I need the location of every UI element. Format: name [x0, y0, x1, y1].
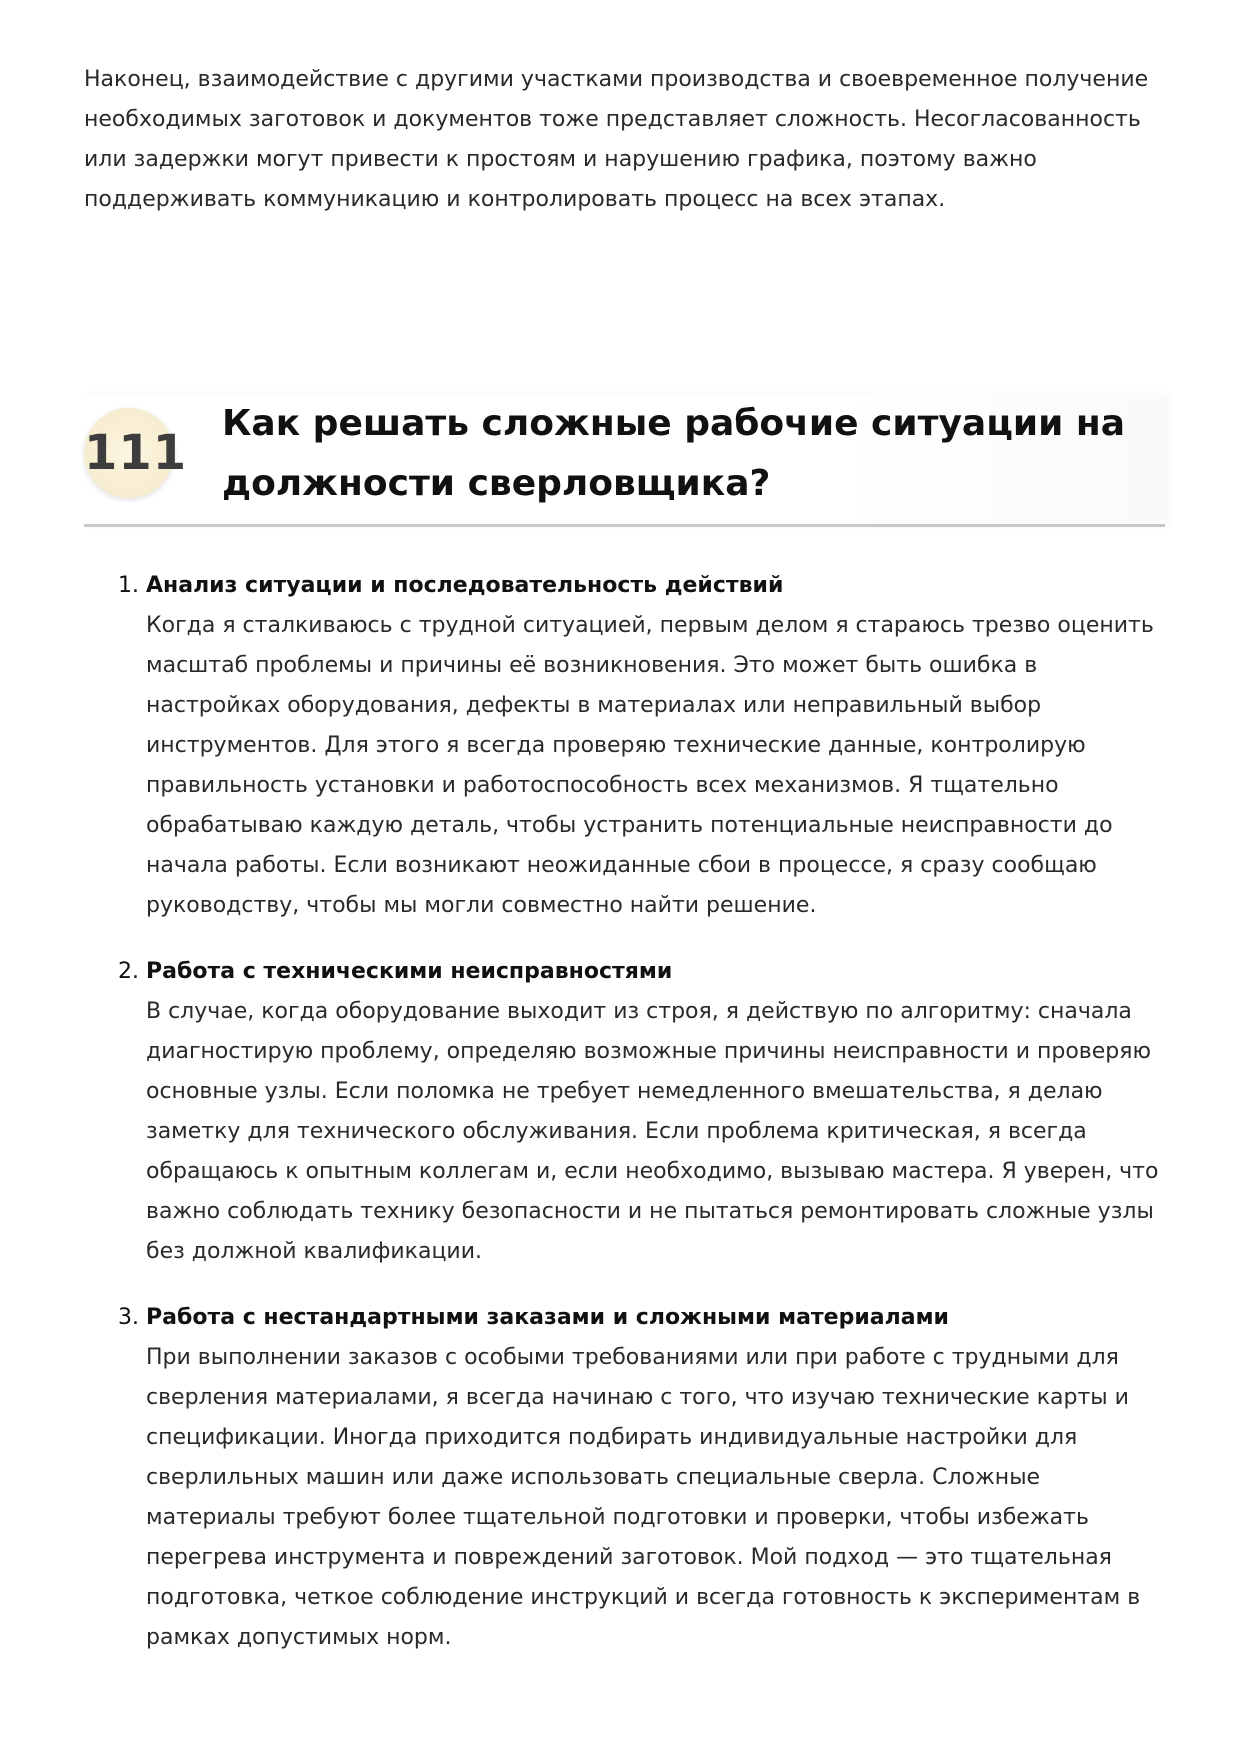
section-title: Как решать сложные рабочие ситуации на должности сверловщика?	[222, 403, 1126, 504]
section-number-badge	[84, 408, 188, 498]
section-number: 111	[84, 425, 188, 481]
list-item	[84, 1298, 1169, 1658]
list-item-number: 3.	[118, 1305, 139, 1330]
section-header	[84, 394, 1165, 527]
list-item-number: 1.	[118, 573, 139, 598]
list-item-body: Когда я сталкиваюсь с трудной ситуацией, первым делом я стараюсь трезво оценить масштаб проблемы и причины её возникновения. Это может быть ошибка в настройках оборудования, дефекты в материалах или неправильный выбор инструментов. Для этого я всегда проверяю технические данные, контролирую правильность установки и работоспособность всех механизмов. Я тщательно обрабатываю каждую деталь, чтобы устранить потенциальные неисправности до начала работы. Если возникают неожиданные сбои в процессе, я сразу сообщаю руководству, чтобы мы могли совместно найти решение.	[146, 613, 1154, 918]
list-item-body: При выполнении заказов с особыми требованиями или при работе с трудными для сверления материалами, я всегда начинаю с того, что изучаю технические карты и спецификации. Иногда приходится подбирать индивидуальные настройки для сверлильных машин или даже использовать специальные сверла. Сложные материалы требуют более тщательной подготовки и проверки, чтобы избежать перегрева инструмента и повреждений заготовок. Мой подход — это тщательная подготовка, четкое соблюдение инструкций и всегда готовность к экспериментам в рамках допустимых норм.	[146, 1345, 1141, 1650]
list-item-title: Работа с техническими неисправностями	[146, 959, 673, 984]
list-item	[84, 952, 1169, 1272]
list-item-body: В случае, когда оборудование выходит из строя, я действую по алгоритму: сначала диагностирую проблему, определяю возможные причины неисправности и проверяю основные узлы. Если поломка не требует немедленного вмешательства, я делаю заметку для технического обслуживания. Если проблема критическая, я всегда обращаюсь к опытным коллегам и, если необходимо, вызываю мастера. Я уверен, что важно соблюдать технику безопасности и не пытаться ремонтировать сложные узлы без должной квалификации.	[146, 999, 1159, 1264]
answer-list	[84, 566, 1169, 1684]
intro-paragraph: Наконец, взаимодействие с другими участками производства и своевременное получение необходимых заготовок и документов тоже представляет сложность. Несогласованность или задержки могут привести к простоям и нарушению графика, поэтому важно поддерживать коммуникацию и контролировать процесс на всех этапах.	[84, 67, 1149, 212]
list-item-title: Анализ ситуации и последовательность действий	[146, 573, 784, 598]
list-item-number: 2.	[118, 959, 139, 984]
list-item-title: Работа с нестандартными заказами и сложными материалами	[146, 1305, 949, 1330]
list-item	[84, 566, 1169, 926]
